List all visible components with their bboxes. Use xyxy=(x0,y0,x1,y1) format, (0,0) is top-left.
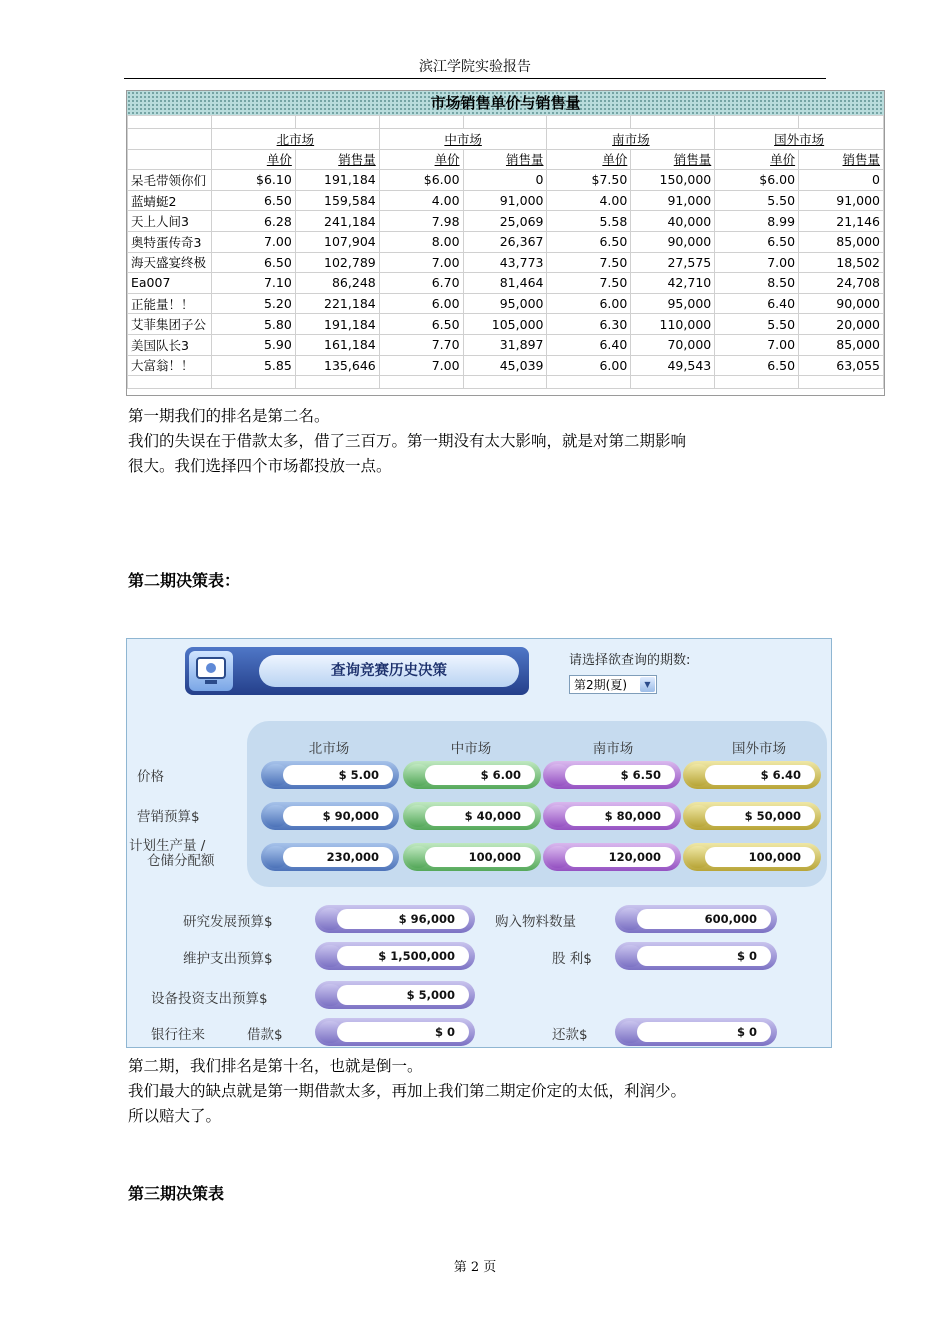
table-row xyxy=(128,231,884,252)
period-label: 请选择欲查询的期数: xyxy=(569,653,691,668)
sales-volume-cell: 159,584 xyxy=(295,190,379,211)
unit-price-cell: 4.00 xyxy=(547,190,631,211)
unit-price-cell: 7.00 xyxy=(379,252,463,273)
equipment-budget-field[interactable] xyxy=(315,981,475,1009)
unit-price-cell: 7.10 xyxy=(211,273,295,294)
header-title: 滨江学院实验报告 xyxy=(419,59,531,75)
unit-price-cell: $7.50 xyxy=(547,170,631,191)
unit-price-cell: 5.85 xyxy=(211,355,295,376)
purchase-quantity-field[interactable] xyxy=(615,905,777,933)
unit-price-cell: 6.50 xyxy=(715,231,799,252)
sales-volume-cell: 90,000 xyxy=(631,231,715,252)
banner xyxy=(185,647,529,695)
sales-volume-cell: 31,897 xyxy=(463,334,547,355)
sales-volume-cell: 86,248 xyxy=(295,273,379,294)
unit-price-cell: 7.00 xyxy=(715,334,799,355)
unit-price-cell: 8.99 xyxy=(715,211,799,232)
unit-price-cell: $6.00 xyxy=(715,170,799,191)
team-name: 呆毛带领你们 xyxy=(128,170,212,191)
sales-volume-cell: 0 xyxy=(463,170,547,191)
marketing-budget-value: $ 50,000 xyxy=(705,806,815,826)
unit-price-cell: 5.50 xyxy=(715,190,799,211)
unit-price-cell: 5.20 xyxy=(211,293,295,314)
sales-table-grid xyxy=(127,115,884,389)
loan-value: $ 0 xyxy=(337,1022,469,1042)
purchase-quantity-value: 600,000 xyxy=(637,909,771,929)
unit-price-cell: 7.00 xyxy=(211,231,295,252)
market-heading: 国外市场 xyxy=(732,741,786,757)
price-value: $ 6.00 xyxy=(425,765,535,785)
sales-volume-cell: 85,000 xyxy=(799,334,884,355)
unit-price-cell: 7.98 xyxy=(379,211,463,232)
sub-header: 单价 xyxy=(379,149,463,170)
unit-price-cell: 8.00 xyxy=(379,231,463,252)
sales-volume-cell: 70,000 xyxy=(631,334,715,355)
unit-price-cell: 6.50 xyxy=(211,190,295,211)
production-plan-field[interactable] xyxy=(403,843,541,871)
sales-volume-cell: 0 xyxy=(799,170,884,191)
sales-volume-cell: 81,464 xyxy=(463,273,547,294)
unit-price-cell: 7.00 xyxy=(379,355,463,376)
market-heading: 中市场 xyxy=(450,741,492,757)
market-heading: 南市场 xyxy=(592,741,634,757)
unit-price-cell: 5.58 xyxy=(547,211,631,232)
maintenance-budget-field[interactable] xyxy=(315,942,475,970)
production-plan-field[interactable] xyxy=(683,843,821,871)
price-label: 价格 xyxy=(137,769,164,785)
unit-price-cell: 8.50 xyxy=(715,273,799,294)
sales-volume-cell: 191,184 xyxy=(295,314,379,335)
unit-price-cell: 6.40 xyxy=(547,334,631,355)
price-field[interactable] xyxy=(543,761,681,789)
production-plan-field[interactable] xyxy=(261,843,399,871)
table-row xyxy=(128,293,884,314)
team-name: 海天盛宴终极 xyxy=(128,252,212,273)
sales-volume-cell: 95,000 xyxy=(463,293,547,314)
sales-volume-cell: 85,000 xyxy=(799,231,884,252)
sales-volume-cell: 27,575 xyxy=(631,252,715,273)
team-name: 蓝蜻蜓2 xyxy=(128,190,212,211)
price-field[interactable] xyxy=(683,761,821,789)
table-row xyxy=(128,170,884,191)
repay-label: 还款$ xyxy=(552,1027,588,1043)
production-plan-value: 120,000 xyxy=(565,847,675,867)
unit-price-cell: 6.40 xyxy=(715,293,799,314)
period-select[interactable] xyxy=(569,675,657,694)
paragraph: 第二期，我们排名是第十名，也就是倒一。 xyxy=(128,1057,423,1075)
unit-price-cell: 5.50 xyxy=(715,314,799,335)
sales-volume-cell: 45,039 xyxy=(463,355,547,376)
sales-table-title: 市场销售单价与销售量 xyxy=(127,91,884,115)
table-spacer-row xyxy=(128,376,884,389)
sub-header: 销售量 xyxy=(295,149,379,170)
table-row xyxy=(128,273,884,294)
sales-volume-cell: 107,904 xyxy=(295,231,379,252)
sales-volume-cell: 241,184 xyxy=(295,211,379,232)
sales-volume-cell: 63,055 xyxy=(799,355,884,376)
team-name: 正能量！！ xyxy=(128,293,212,314)
sales-volume-cell: 221,184 xyxy=(295,293,379,314)
dividend-label: 股 利$ xyxy=(552,951,592,967)
marketing-budget-field[interactable] xyxy=(683,802,821,830)
paragraph: 我们的失误在于借款太多，借了三百万。第一期没有太大影响，就是对第二期影响 xyxy=(128,432,687,450)
market-header-row xyxy=(128,129,884,150)
unit-price-cell: 5.80 xyxy=(211,314,295,335)
sub-header: 销售量 xyxy=(463,149,547,170)
repay-field[interactable] xyxy=(615,1018,777,1046)
marketing-budget-value: $ 80,000 xyxy=(565,806,675,826)
sub-header: 单价 xyxy=(715,149,799,170)
sales-volume-cell: 95,000 xyxy=(631,293,715,314)
sales-table xyxy=(126,90,885,396)
sales-volume-cell: 91,000 xyxy=(463,190,547,211)
paragraph: 很大。我们选择四个市场都投放一点。 xyxy=(128,457,392,475)
table-row xyxy=(128,190,884,211)
purchase-label: 购入物料数量 xyxy=(495,914,576,930)
table-row xyxy=(128,211,884,232)
loan-field[interactable] xyxy=(315,1018,475,1046)
production-label-line2: 仓储分配额 xyxy=(147,853,215,869)
rd-label: 研究发展预算$ xyxy=(183,914,273,930)
marketing-budget-value: $ 90,000 xyxy=(283,806,393,826)
unit-price-cell: 6.50 xyxy=(211,252,295,273)
marketing-budget-field[interactable] xyxy=(543,802,681,830)
production-plan-field[interactable] xyxy=(543,843,681,871)
price-value: $ 5.00 xyxy=(283,765,393,785)
price-value: $ 6.50 xyxy=(565,765,675,785)
dividend-field[interactable] xyxy=(615,942,777,970)
sales-volume-cell: 21,146 xyxy=(799,211,884,232)
sub-header: 销售量 xyxy=(799,149,884,170)
table-row xyxy=(128,252,884,273)
sales-volume-cell: 43,773 xyxy=(463,252,547,273)
table-row xyxy=(128,334,884,355)
unit-price-cell: 5.90 xyxy=(211,334,295,355)
production-plan-value: 230,000 xyxy=(283,847,393,867)
table-row xyxy=(128,355,884,376)
marketing-budget-value: $ 40,000 xyxy=(425,806,535,826)
price-value: $ 6.40 xyxy=(705,765,815,785)
paragraph: 我们最大的缺点就是第一期借款太多，再加上我们第二期定价定的太低，利润少。 xyxy=(128,1082,687,1100)
sales-volume-cell: 26,367 xyxy=(463,231,547,252)
chevron-down-icon[interactable]: ▼ xyxy=(640,677,655,692)
rd-budget-value: $ 96,000 xyxy=(337,909,469,929)
unit-price-cell: 6.50 xyxy=(715,355,799,376)
production-plan-value: 100,000 xyxy=(425,847,535,867)
table-spacer-row xyxy=(128,116,884,129)
monitor-icon xyxy=(189,651,233,691)
loan-label: 借款$ xyxy=(247,1027,283,1043)
price-field[interactable] xyxy=(403,761,541,789)
sales-volume-cell: 102,789 xyxy=(295,252,379,273)
equipment-budget-value: $ 5,000 xyxy=(337,985,469,1005)
team-name: 天上人间3 xyxy=(128,211,212,232)
unit-price-cell: 6.28 xyxy=(211,211,295,232)
unit-price-cell: 7.50 xyxy=(547,252,631,273)
paragraph: 所以赔大了。 xyxy=(128,1107,222,1125)
banner-title: 查询竞赛历史决策 xyxy=(259,655,519,687)
market-header: 国外市场 xyxy=(715,129,884,150)
unit-price-cell: 7.00 xyxy=(715,252,799,273)
market-header: 北市场 xyxy=(211,129,379,150)
repay-value: $ 0 xyxy=(637,1022,771,1042)
page-number: 第 2 页 xyxy=(453,1260,497,1275)
team-name: 美国队长3 xyxy=(128,334,212,355)
sales-volume-cell: 18,502 xyxy=(799,252,884,273)
unit-price-cell: 6.50 xyxy=(379,314,463,335)
equipment-label: 设备投资支出预算$ xyxy=(151,991,268,1007)
sub-header: 单价 xyxy=(547,149,631,170)
sales-volume-cell: 161,184 xyxy=(295,334,379,355)
sales-volume-cell: 25,069 xyxy=(463,211,547,232)
maintenance-budget-value: $ 1,500,000 xyxy=(337,946,469,966)
decision-panel xyxy=(126,638,832,1048)
price-field[interactable] xyxy=(261,761,399,789)
sales-volume-cell: 105,000 xyxy=(463,314,547,335)
rd-budget-field[interactable] xyxy=(315,905,475,933)
paragraph: 第一期我们的排名是第二名。 xyxy=(128,407,330,425)
section-heading: 第二期决策表： xyxy=(128,571,241,590)
team-name: 艾菲集团子公 xyxy=(128,314,212,335)
production-label-line1: 计划生产量 / xyxy=(129,838,206,854)
sales-volume-cell: 40,000 xyxy=(631,211,715,232)
bank-label: 银行往来 xyxy=(151,1027,205,1043)
unit-price-cell: 6.50 xyxy=(547,231,631,252)
sub-header-row xyxy=(128,149,884,170)
table-row xyxy=(128,314,884,335)
period-value: 第2期(夏) xyxy=(574,678,627,692)
maintenance-label: 维护支出预算$ xyxy=(183,951,273,967)
sales-volume-cell: 110,000 xyxy=(631,314,715,335)
team-name: 奥特蛋传奇3 xyxy=(128,231,212,252)
sales-volume-cell: 91,000 xyxy=(799,190,884,211)
market-heading: 北市场 xyxy=(308,741,350,757)
sales-volume-cell: 24,708 xyxy=(799,273,884,294)
market-header: 中市场 xyxy=(379,129,547,150)
unit-price-cell: 6.70 xyxy=(379,273,463,294)
unit-price-cell: 7.50 xyxy=(547,273,631,294)
market-header: 南市场 xyxy=(547,129,715,150)
sales-volume-cell: 20,000 xyxy=(799,314,884,335)
unit-price-cell: $6.10 xyxy=(211,170,295,191)
unit-price-cell: $6.00 xyxy=(379,170,463,191)
team-name: 大富翁！！ xyxy=(128,355,212,376)
sales-volume-cell: 90,000 xyxy=(799,293,884,314)
sales-volume-cell: 191,184 xyxy=(295,170,379,191)
unit-price-cell: 6.00 xyxy=(379,293,463,314)
unit-price-cell: 7.70 xyxy=(379,334,463,355)
header-rule xyxy=(124,78,826,79)
sub-header: 销售量 xyxy=(631,149,715,170)
marketing-budget-field[interactable] xyxy=(261,802,399,830)
unit-price-cell: 6.30 xyxy=(547,314,631,335)
unit-price-cell: 6.00 xyxy=(547,355,631,376)
marketing-budget-field[interactable] xyxy=(403,802,541,830)
sub-header: 单价 xyxy=(211,149,295,170)
dividend-value: $ 0 xyxy=(637,946,771,966)
sales-volume-cell: 91,000 xyxy=(631,190,715,211)
marketing-label: 营销预算$ xyxy=(137,809,200,825)
sales-volume-cell: 42,710 xyxy=(631,273,715,294)
sales-volume-cell: 49,543 xyxy=(631,355,715,376)
team-name: Ea007 xyxy=(128,273,212,294)
sales-volume-cell: 135,646 xyxy=(295,355,379,376)
unit-price-cell: 4.00 xyxy=(379,190,463,211)
sales-volume-cell: 150,000 xyxy=(631,170,715,191)
unit-price-cell: 6.00 xyxy=(547,293,631,314)
production-plan-value: 100,000 xyxy=(705,847,815,867)
section-heading: 第三期决策表 xyxy=(128,1184,225,1203)
